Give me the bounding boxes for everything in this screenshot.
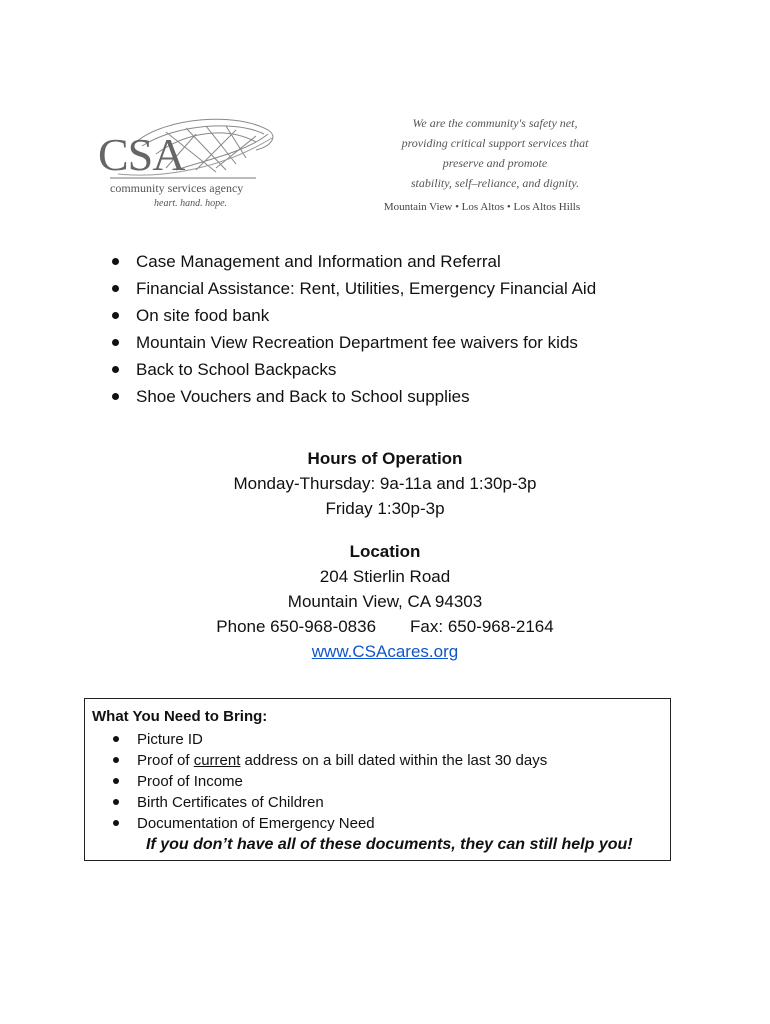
city-state-zip: Mountain View, CA 94303 <box>287 592 483 611</box>
location-heading: Location <box>349 542 421 561</box>
bring-item-label: Proof of Income <box>137 773 243 790</box>
bring-item-emphasis: current <box>193 752 241 769</box>
bullet-icon <box>113 799 119 805</box>
bullet-icon <box>113 736 119 742</box>
logo-agency-name: community services agency <box>110 181 244 195</box>
list-item <box>109 729 547 750</box>
phone-number: Phone 650-968-0836 <box>216 617 377 636</box>
service-label: Back to School Backpacks <box>136 360 337 379</box>
hours-weekdays: Monday-Thursday: 9a-11a and 1:30p-3p <box>233 474 537 493</box>
list-item <box>109 813 547 834</box>
list-item <box>108 275 596 302</box>
service-label: Case Management and Information and Referral <box>136 252 501 271</box>
bring-item-label: Documentation of Emergency Need <box>137 815 375 832</box>
csa-logo <box>96 112 286 218</box>
bullet-icon <box>112 393 119 400</box>
list-item <box>109 771 547 792</box>
bring-note: If you don’t have all of these documents, they can still help you! <box>146 836 633 853</box>
bring-item-label: Picture ID <box>137 731 203 748</box>
mission-line: We are the community's safety net, <box>412 116 578 130</box>
hours-heading: Hours of Operation <box>307 449 463 468</box>
list-item <box>108 329 596 356</box>
service-label: Mountain View Recreation Department fee waivers for kids <box>136 333 578 352</box>
bullet-icon <box>112 285 119 292</box>
bullet-icon <box>112 339 119 346</box>
bring-box <box>84 698 671 861</box>
contact-line <box>0 614 770 639</box>
bring-item-label: address on a bill dated within the last 30 days <box>240 752 548 769</box>
mission-statement <box>380 113 610 193</box>
mission-line: providing critical support services that <box>401 136 589 150</box>
service-label: On site food bank <box>136 306 270 325</box>
logo-letters: CSA <box>98 129 185 180</box>
list-item <box>108 302 596 329</box>
service-label: Financial Assistance: Rent, Utilities, Emergency Financial Aid <box>136 279 597 298</box>
bullet-icon <box>113 820 119 826</box>
list-item <box>108 383 596 410</box>
service-cities: Mountain View • Los Altos • Los Altos Hills <box>383 201 581 213</box>
bullet-icon <box>113 757 119 763</box>
service-label: Shoe Vouchers and Back to School supplies <box>136 387 470 406</box>
bring-item-label: Proof of <box>137 752 194 769</box>
bullet-icon <box>112 366 119 373</box>
bring-list <box>109 729 547 834</box>
hours-section <box>0 446 770 521</box>
bullet-icon <box>112 312 119 319</box>
bring-item-label: Birth Certificates of Children <box>137 794 324 811</box>
mission-line: stability, self–reliance, and dignity. <box>410 176 580 190</box>
website-link[interactable]: www.CSAcares.org <box>311 642 459 661</box>
bullet-icon <box>112 258 119 265</box>
list-item <box>108 356 596 383</box>
bring-title: What You Need to Bring: <box>92 708 268 725</box>
services-list <box>108 248 596 410</box>
street-address: 204 Stierlin Road <box>319 567 451 586</box>
list-item <box>109 792 547 813</box>
fax-number: Fax: 650-968-2164 <box>410 617 554 636</box>
mission-line: preserve and promote <box>442 156 548 170</box>
logo-tagline: heart. hand. hope. <box>154 198 228 209</box>
hours-friday: Friday 1:30p-3p <box>325 499 445 518</box>
list-item <box>108 248 596 275</box>
list-item <box>109 750 547 771</box>
location-section <box>0 539 770 664</box>
bullet-icon <box>113 778 119 784</box>
